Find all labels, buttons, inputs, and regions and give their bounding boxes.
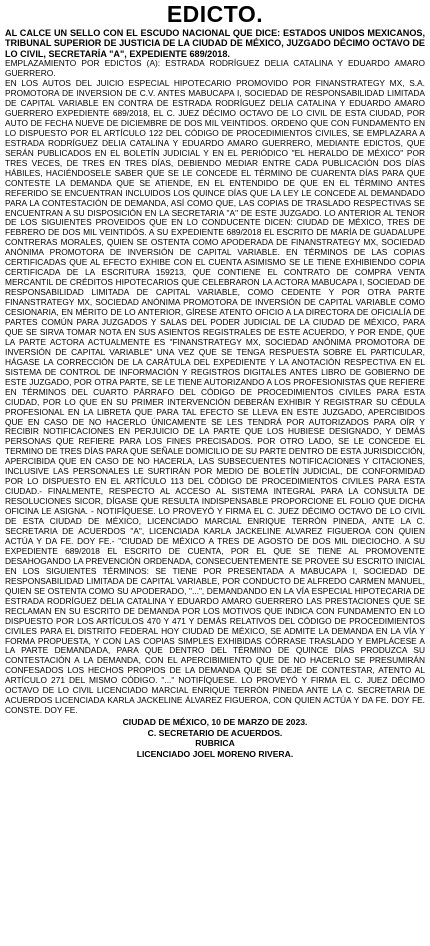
summons-line: EMPLAZAMIENTO POR EDICTOS (A): ESTRADA RODRÍGUEZ DELIA CATALINA Y EDUARDO AMARO GUERRERO. — [5, 58, 425, 79]
closing-block — [5, 717, 425, 759]
closing-date: CIUDAD DE MÉXICO, 10 DE MARZO DE 2023. — [122, 717, 308, 728]
closing-signature: RUBRICA — [195, 738, 235, 749]
document-title: EDICTO. — [166, 1, 264, 27]
seal-heading: AL CALCE UN SELLO CON EL ESCUDO NACIONAL QUE DICE: ESTADOS UNIDOS MEXICANOS, TRIBUNAL SUPERIOR DE JUSTICIA DE LA CIUDAD DE MÉXICO, JUZGADO DÉCIMO OCTAVO DE LO CIVIL, SECRETARÍA "A", EXPEDIENTE 689/2018. — [5, 28, 425, 59]
edict-body: EN LOS AUTOS DEL JUICIO ESPECIAL HIPOTECARIO PROMOVIDO POR FINANSTRATEGY MX, S.A. PROMOTORA DE INVERSION DE C.V. ANTES MABUCAPA I, SOCIEDAD DE RESPONSABILIDAD LIMITADA DE CAPITAL VARIABLE EN CONTRA DE ESTRADA RODRÍGUEZ DELIA CATALINA Y EDUARDO AMARO GUERRERO EXPEDIENTE 689/2018, EL C. JUEZ DÉCIMO OCTAVO DE LO CIVIL DE ESTA CIUDAD, POR AUTO DE FECHA NUEVE DE DICIEMBRE DE DOS MIL VEINTIDOS. ORDENO QUE CON FUNDAMENTO EN LO DISPUESTO POR EL ARTÍCULO 122 DEL CÓDIGO DE PROCEDIMIENTOS CIVILES, SE EMPLAZARA A ESTRADA RODRÍGUEZ DELIA CATALINA Y EDUARDO AMARO GUERRERO, MEDIANTE EDICTOS, QUE SERÁN PUBLICADOS EN EL BOLETÍN JUDICIAL Y EN EL PERIÓDICO "EL HERALDO DE MÉXICO" POR TRES VECES, DE TRES EN TRES DÍAS, DEBIENDO MEDIAR ENTRE CADA PUBLICACIÓN DOS DÍAS HÁBILES, HACIÉNDOSELE SABER QUE SE LE CONCEDE EL TÉRMINO DE CUARENTA DÍAS PARA QUE CONTESTE LA DEMANDA QUE SE ATIENDE, EN EL ENTENDIDO DE QUE EN EL TÉRMINO ANTES REFERIDO SE ENCUENTRAN INCLUIDOS LOS QUINCE DÍAS QUE LA LEY LE CONCEDE AL DEMANDADO PARA LA CONTESTACIÓN DE DEMANDA, ASÍ COMO QUE, LAS COPIAS DE TRASLADO RESPECTIVAS SE ENCUENTRAN A SU DISPOSICIÓN EN LA SECRETARIA "A" DE ESTE JUZGADO. LO ANTERIOR AL TENOR DE LOS SIGUIENTES PROVEIDOS QUE EN LO CONDUCENTE DICEN: CIUDAD DE MÉXICO, TRES DE FEBRERO DE DOS MIL VEINTIDÓS. A SU EXPEDIENTE 689/2018 EL ESCRITO DE MARÍA DE GUADALUPE CONTRERAS MORALES, QUIEN SE OSTENTA COMO APODERADA DE FINANSTRATEGY MX, SOCIEDAD ANÓNIMA PROMOTORA DE INVERSIÓN DE CAPITAL VARIABLE. EN TÉRMINOS DE LAS COPIAS CERTIFICADAS QUE AL EFECTO EXHIBE CON EL CUENTA ASIMISMO SE LE TIENE EXHIBIENDO COPIA CERTIFICADA DE LA ESCRITURA 159213, QUE CONTIENE EL CONTRATO DE COMPRA VENTA MERCANTIL DE CRÉDITOS HIPOTECARIOS QUE CELEBRARON LA ACTORA MABUCAPA I, SOCIEDAD DE RESPONSABILIDAD LIMITADA DE CAPITAL VARIABLE, COMO CEDENTE Y POR OTRA PARTE FINANSTRATEGY MX, SOCIEDAD ANÓNIMA PROMOTORA DE INVERSIÓN DE CAPITAL VARIABLE COMO CESIONARIA, EN MÉRITO DE LO ANTERIOR, GÍRESE ATENTO OFICIO A LA DIRECTORA DE OFICIALÍA DE PARTES COMÚN PARA JUZGADOS Y SALAS DEL PODER JUDICIAL DE LA CIUDAD DE MÉXICO, PARA QUE SE SIRVA TOMAR NOTA EN SUS ASIENTOS REGISTRALES DE ESTE ACUERDO, Y POR ENDE, QUE LA PARTE ACTORA ACTUALMENTE ES "FINANSTRATEGY MX, SOCIEDAD ANÓNIMA PROMOTORA DE INVERSIÓN DE CAPITAL VARIABLE" UNA VEZ QUE SE TENGA RESPUESTA SOBRE EL PARTICULAR, HÁGASE LA CORRECCIÓN DE LA CARÁTULA DEL EXPEDIENTE Y LA ANOTACIÓN RESPECTIVA EN EL SISTEMA DE CONTROL DE INFORMACIÓN Y REGISTROS DIGITALES ANTES LIBRO DE GOBIERNO DE ESTE JUZGADO, POR OTRA PARTE, SE LE TIENE AUTORIZANDO A LOS PROFESIONISTAS QUE REFIERE EN TÉRMINOS DEL CUARTO PÁRRAFO DEL CÓDIGO DE PROCEDIMIENTOS CIVILES PARA ESTA CIUDAD, POR LO QUE EN SU PRIMER INTERVENCIÓN DEBERÁN EXHIBIR Y REGISTRAR SU CÉDULA PROFESIONAL EN LA LIBRETA QUE PARA TAL EFECTO SE LLEVA EN ESTE JUZGADO, APERCIBIDOS QUE EN CASO DE NO HACERLO ÚNICAMENTE SE LES TENDRÁ POR AUTORIZADOS PARA OÍR Y RECIBIR NOTIFICACIONES EN PERJUICIO DE LA PARTE QUE LOS HUBIESE DESIGNADO, Y DEMÁS PERSONAS QUE REFIERE PARA LOS FINES PRECISADOS. POR OTRO LADO, SE LE CONCEDE EL TERMINO DE TRES DÍAS PARA QUE SEÑALE DOMICILIO DE SU PARTE DENTRO DE ESTA JURISDICCIÓN, APERCIBIDA QUE EN CASO DE NO HACERLA, LAS SUBSECUENTES NOTIFICACIONES Y CITACIONES, INCLUSIVE LAS PERSONALES LE SURTIRÁN POR MEDIO DE BOLETÍN JUDICIAL, DE CONFORMIDAD POR LO DISPUESTO EN EL ARTÍCULO 113 DEL CÓDIGO DE PROCEDIMIENTOS CIVILES PARA ESTA CIUDAD.- FINALMENTE, RESPECTO AL ACCESO AL SISTEMA INTEGRAL PARA LA CONSULTA DE RESOLUCIONES SICOR, DÍGASE QUE RESULTA INDISPENSABLE PROPORCIONE EL FOLIO QUE DICHA OFICINA LE ASIGNA. - NOTIFÍQUESE. LO PROVEYÓ Y FIRMA EL C. JUEZ DÉCIMO OCTAVO DE LO CIVIL DE ESTA CIUDAD DE MÉXICO, LICENCIADO MARCIAL ENRIQUE TERRÓN PINEDA, ANTE LA C. SECRETARIA DE ACUERDOS "A", LICENCIADA KARLA JACKELINE ALVAREZ FIGUEROA CON QUIEN ACTÚA Y DA FE. DOY FE.- "CIUDAD DE MÉXICO A TRES DE AGOSTO DE DOS MIL DIECIOCHO. A SU EXPEDIENTE 689/2018 EL ESCRITO DE CUENTA, POR EL QUE SE TIENE AL PROMOVENTE DESAHOGANDO LA PREVENCIÓN ORDENADA, CONSECUENTEMENTE SE PROVEE SU ESCRITO INICIAL EN LOS SIGUIENTES TÉRMINOS: SE TIENE POR PRESENTADA A MABUCAPA I, SOCIEDAD DE RESPONSABILIDAD LIMITADA DE CAPITAL VARIABLE, POR CONDUCTO DE ALFREDO CARMEN MANUEL, QUIEN SE OSTENTA COMO SU APODERADO, "...", DEMANDANDO EN LA VÍA ESPECIAL HIPOTECARIA DE ESTRADA RODRÍGUEZ DELIA CATALINA Y EDUARDO AMARO GUERRERO LAS PRESTACIONES QUE SE RECLAMAN EN SU ESCRITO DE DEMANDA POR LOS MOTIVOS QUE INDICA CON FUNDAMENTO EN LO DISPUESTO POR LOS ARTÍCULOS 470 Y 471 Y DEMÁS RELATIVOS DEL CÓDIGO DE PROCEDIMIENTOS CIVILES PARA EL DISTRITO FEDERAL HOY CIUDAD DE MÉXICO, SE ADMITE LA DEMANDA EN LA VÍA Y FORMA PROPUESTA, Y CON LAS COPIAS SIMPLES EXHIBIDAS CÓRRASE TRASLADO Y EMPLÁCESE A LA PARTE DEMANDADA, PARA QUE DENTRO DEL TÉRMINO DE QUINCE DÍAS PRODUZCA SU CONTESTACIÓN A LA DEMANDA, CON EL APERCIBIMIENTO QUE DE NO HACERLO SE PRESUMIRÁN CONFESADOS LOS HECHOS PROPIOS DE LA DEMANDA QUE SE DEJE DE CONTESTAR, ATENTO AL ARTÍCULO 271 DEL MISMO CÓDIGO. "..." NOTIFÍQUESE. LO PROVEYÓ Y FIRMA EL C. JUEZ DÉCIMO OCTAVO DE LO CIVIL LICENCIADO MARCIAL ENRIQUE TERRÓN PINEDA ANTE LA C. SECRETARIA DE ACUERDOS LICENCIADA KARLA JACKELINE ÁLVAREZ FIGUEROA, CON QUIEN ACTÚA Y DA FE. DOY FE. CONSTE. DOY FE. — [5, 78, 425, 716]
closing-signatory: LICENCIADO JOEL MORENO RIVERA. — [136, 748, 294, 759]
closing-office: C. SECRETARIO DE ACUERDOS. — [147, 727, 283, 738]
